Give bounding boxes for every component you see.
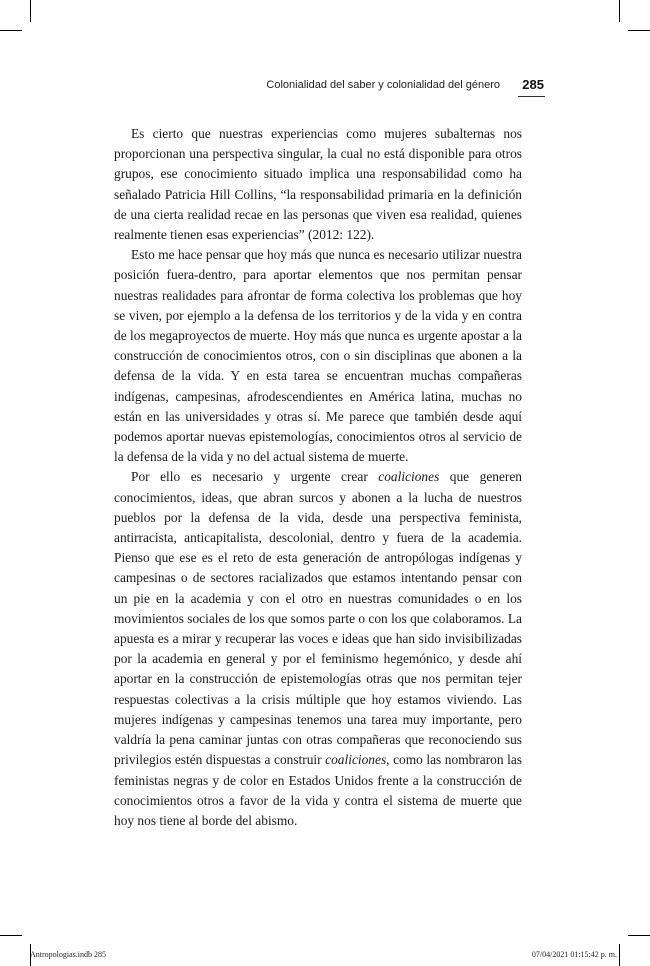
crop-mark-bottom-right-vertical [619,944,620,966]
crop-mark-top-right-vertical [619,0,620,22]
footer-timestamp: 07/04/2021 01:15:42 p. m. [531,950,617,959]
page-number-rule [518,96,545,97]
footer-file-label: Antropologias.indb 285 [30,950,106,959]
italic-term: coaliciones [378,469,440,485]
crop-mark-bottom-right-horizontal [628,935,650,936]
body-paragraph [114,124,522,245]
text-segment: como las nombraron las feministas negras y de color en Estados Unidos frente a la construcción de conocimientos otros a favor de la vida y contra el sistema de muerte que hoy nos tiene al borde del abismo. [114,752,522,828]
crop-mark-bottom-left-horizontal [0,935,22,936]
body-text [114,124,522,831]
page-number: 285 [522,77,544,92]
body-paragraph [114,467,522,831]
text-segment: Por ello es necesario y urgente crear [131,469,379,485]
crop-mark-top-left-vertical [30,0,31,22]
text-segment: que generen conocimientos, ideas, que abran surcos y abonen a la lucha de nuestros pueblos por la defensa de la vida, desde una perspectiva feminista, antirracista, anticapitalista, descolonial, dentro y fuera de la academia. Pienso que ese es el reto de esta generación de antropólogas indígenas y campesinas o de sectores racializados que estamos intentando pensar con un pie en la academia y con el otro en nuestras comunidades o en los movimientos sociales de los que somos parte o con los que colaboramos. La apuesta es a mirar y recuperar las voces e ideas que han sido invisibilizadas por la academia en general y por el feminismo hegemónico, y desde ahí aportar en la construcción de epistemologías otras que nos permitan tejer respuestas colectivas a la crisis múltiple que hoy estamos viviendo. Las mujeres indígenas y campesinas tenemos una tarea muy importante, pero valdría la pena caminar juntas con otras compañeras que reconociendo sus privilegios estén dispuestas a construir [114,469,523,768]
italic-term: coaliciones, [325,752,390,768]
crop-mark-top-left-horizontal [0,30,22,31]
text-segment: Esto me hace pensar que hoy más que nunca es necesario utilizar nuestra posición fuera-dentro, para aportar elementos que nos permitan pensar nuestras realidades para afrontar de forma colectiva los problemas que hoy se viven, por ejemplo a la defensa de los territorios y de la vida y en contra de los megaproyectos de muerte. Hoy más que nunca es urgente apostar a la construcción de conocimientos otros, con o sin disciplinas que abonen a la defensa de la vida. Y en esta tarea se encuentran muchas compañeras indígenas, campesinas, afrodescendientes en América latina, muchas no están en las universidades y otras sí. Me parece que también desde aquí podemos aportar nuevas epistemologías, conocimientos otros al servicio de la defensa de la vida y no del actual sistema de muerte. [114,247,522,465]
crop-mark-top-right-horizontal [628,30,650,31]
running-header-title: Colonialidad del saber y colonialidad del género [266,79,500,91]
text-segment: Es cierto que nuestras experiencias como mujeres subalternas nos proporcionan una perspectiva singular, la cual no está disponible para otros grupos, ese conocimiento situado implica una responsabilidad como ha señalado Patricia Hill Collins, “la responsabilidad primaria en la definición de una cierta realidad recae en las personas que viven esa realidad, quienes realmente tienen esas experiencias” (2012: 122). [114,126,522,243]
body-paragraph [114,245,522,467]
